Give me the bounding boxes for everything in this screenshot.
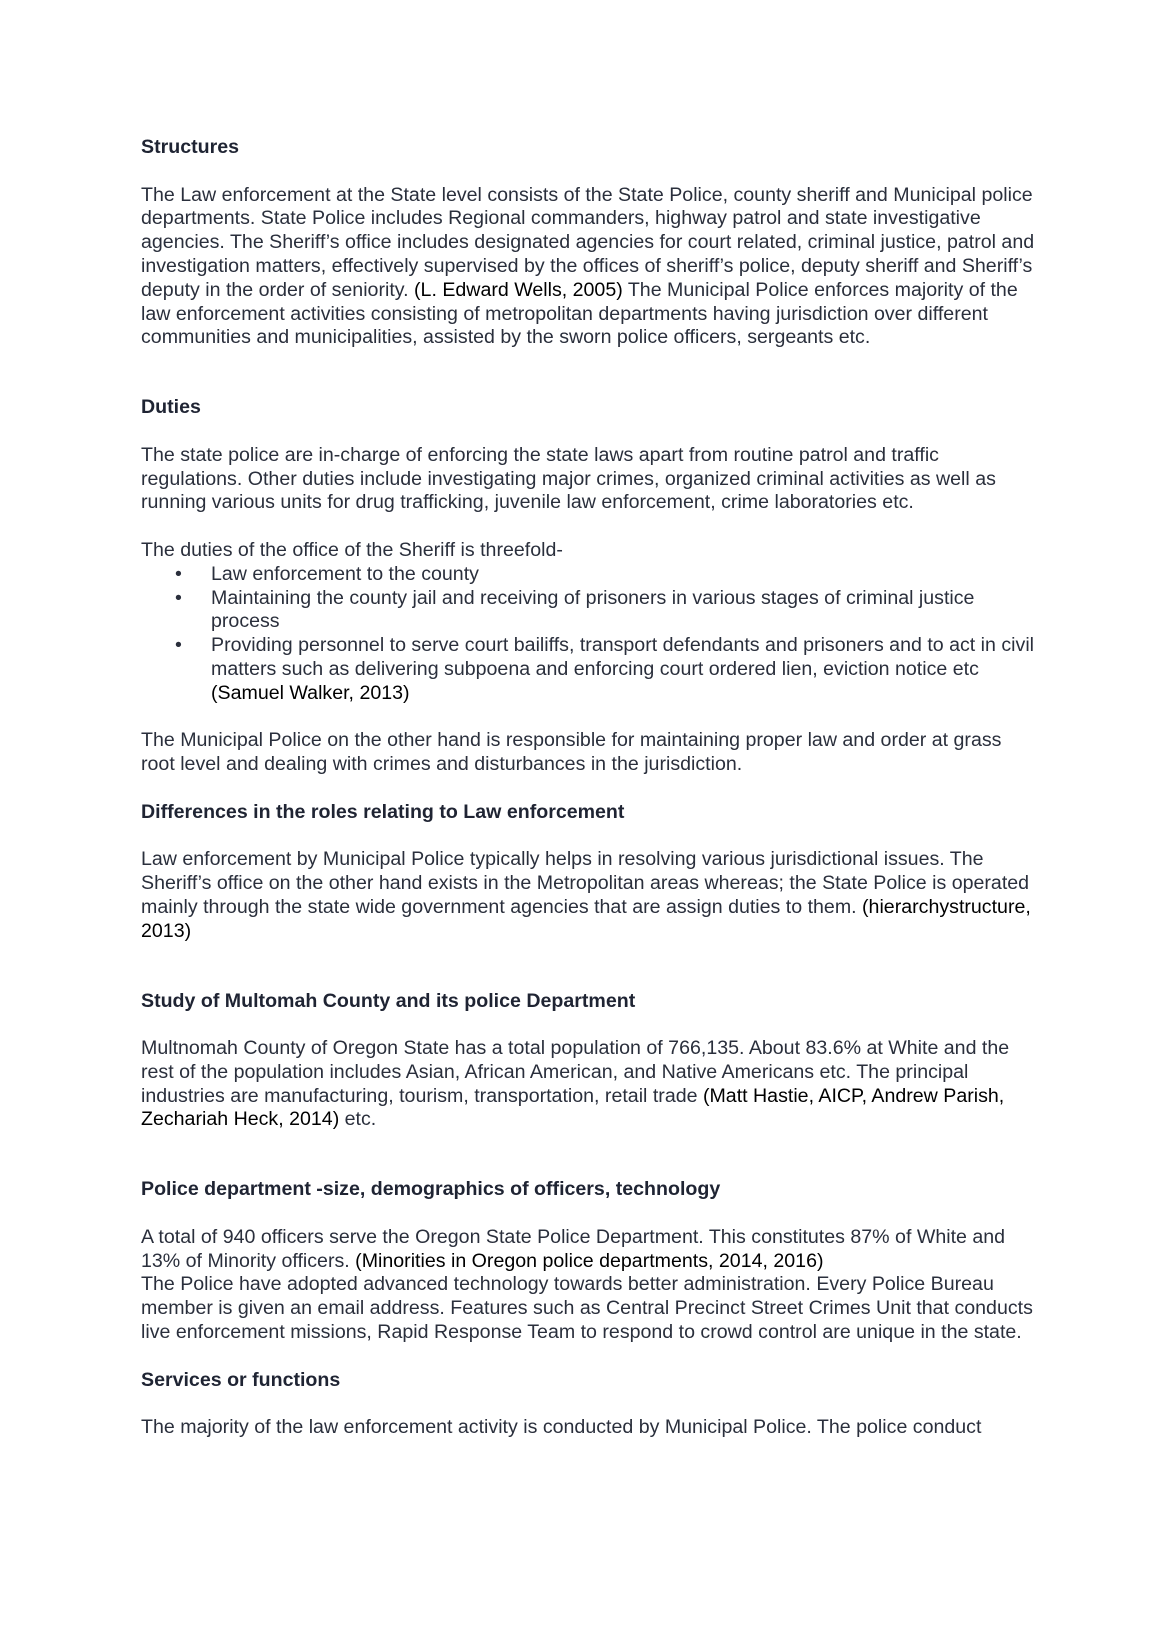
list-item [175,586,1036,635]
paragraph-police-size [141,1226,1036,1274]
paragraph-duties-state-police: The state police are in-charge of enforcing the state laws apart from routine patrol and traffic regulations. Other duties include investigating major crimes, organized criminal activities as well as running various units for drug trafficking, juvenile law enforcement, crime laboratories etc. [141,443,996,514]
paragraph-police-technology: The Police have adopted advanced technology towards better administration. Every Police Bureau member is given an email address. Features such as Central Precinct Street Crimes Unit that conducts live enforcement missions, Rapid Response Team to respond to crowd control are unique in the state. [141,1273,1033,1344]
citation-minorities: (Minorities in Oregon police departments, 2014, 2016) [355,1249,824,1272]
heading-police-department: Police department -size, demographics of officers, technology [141,1178,721,1201]
paragraph-police-size-text: A total of 940 officers serve the Oregon State Police Department. This constitutes 87% of White and 13% of Minority officers. [141,1225,1006,1272]
paragraph-duties-sheriff: The duties of the office of the Sheriff is threefold- [141,538,563,561]
paragraph-study-text-cont: etc. [339,1108,377,1131]
citation-hierarchystructure: (hierarchystructure, 2013) [141,895,1031,942]
bullet-icon: • [175,586,182,609]
paragraph-study [141,1037,1036,1132]
citation-walker: (Samuel Walker, 2013) [211,681,410,704]
paragraph-differences-text: Law enforcement by Municipal Police typically helps in resolving various jurisdictional issues. The Sheriff’s office on the other hand exists in the Metropolitan areas whereas; the State Police is operated mainly through the state wide government agencies that are assign duties to them. [141,848,1030,918]
bullet-icon: • [175,634,182,657]
paragraph-duties-municipal: The Municipal Police on the other hand is responsible for maintaining proper law and order at grass root level and dealing with crimes and disturbances in the jurisdiction. [141,729,1002,776]
paragraph-structures-text: The Law enforcement at the State level consists of the State Police, county sheriff and Municipal police departments. State Police includes Regional commanders, highway patrol and state investigative agencies. The Sheriff’s office includes designated agencies for court related, criminal justice, patrol and investigation matters, effectively supervised by the offices of sheriff’s police, deputy sheriff and Sheriff’s deputy in the order of seniority. [141,183,1035,301]
paragraph-services: The majority of the law enforcement activity is conducted by Municipal Police. The police conduct [141,1416,982,1439]
paragraph-structures-text-cont: The Municipal Police enforces majority of the law enforcement activities consisting of metropolitan departments having jurisdiction over different communities and municipalities, assisted by the sworn police officers, sergeants etc. [141,278,1018,349]
list-item-text: Providing personnel to serve court bailiffs, transport defendants and prisoners and to act in civil matters such as delivering subpoena and enforcing court ordered lien, eviction notice etc [211,634,1035,680]
paragraph-differences [141,848,1036,943]
citation-hastie: (Matt Hastie, AICP, Andrew Parish, Zechariah Heck, 2014) [141,1084,1005,1131]
heading-duties: Duties [141,396,201,419]
paragraph-structures [141,184,1036,351]
heading-structures: Structures [141,136,239,158]
heading-study: Study of Multomah County and its police Department [141,989,636,1012]
list-item-text: Law enforcement to the county [211,562,479,585]
heading-differences: Differences in the roles relating to Law enforcement [141,800,625,823]
bullet-icon: • [175,562,182,585]
document-page [141,136,1036,1440]
list-item [175,634,1036,705]
heading-services: Services or functions [141,1368,341,1391]
sheriff-duties-list [141,563,1036,706]
citation-wells: (L. Edward Wells, 2005) [414,278,623,301]
list-item-text: Maintaining the county jail and receiving of prisoners in various stages of criminal justice process [211,586,975,633]
paragraph-study-text: Multnomah County of Oregon State has a total population of 766,135. About 83.6% at White and the rest of the population includes Asian, African American, and Native Americans etc. The principal industries are manufacturing, tourism, transportation, retail trade [141,1037,1010,1107]
list-item [175,562,1036,587]
